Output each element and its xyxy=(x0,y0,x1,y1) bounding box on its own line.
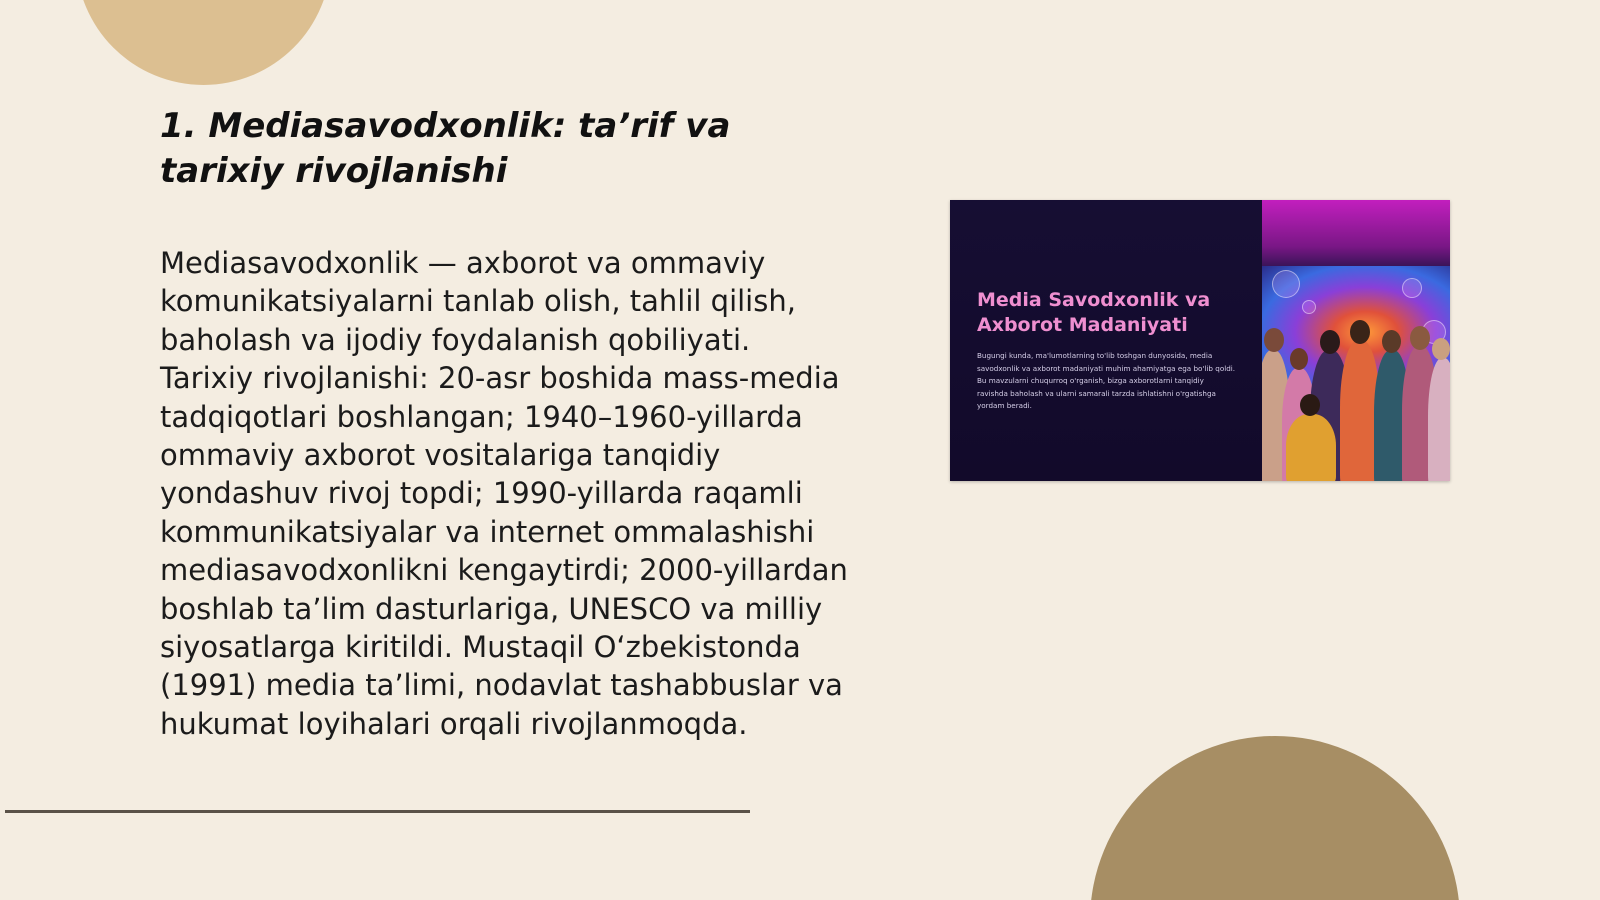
thumbnail-text-panel xyxy=(950,200,1262,481)
thumbnail-photo xyxy=(1262,200,1450,481)
photo-head xyxy=(1320,330,1340,354)
thumbnail-title: Media Savodxonlik va Axborot Madaniyati xyxy=(977,289,1211,336)
slide-body-text: Mediasavodxonlik — axborot va ommaviy komunikatsiyalarni tanlab olish, tahlil qilish, baholash va ijodiy foydalanish qobiliyati. Tarixiy rivojlanishi: 20-asr boshida mass-media tadqiqotlari boshlangan; 1940–1960-yillarda ommaviy axborot vositalariga tanqidiy yondashuv rivoj topdi; 1990-yillarda raqamli kommunikatsiyalar va internet ommalashishi mediasavodxonlikni kengaytirdi; 2000-yillardan boshlab ta’lim dasturlariga, UNESCO va milliy siyosatlarga kiritildi. Mustaqil O‘zbekistonda (1991) media ta’limi, nodavlat tashabbuslar va hukumat loyihalari orqali rivojlanmoqda. xyxy=(160,246,848,741)
photo-head xyxy=(1382,330,1401,353)
photo-person xyxy=(1428,358,1450,481)
photo-bubble xyxy=(1272,270,1300,298)
photo-bubble xyxy=(1302,300,1316,314)
divider-line xyxy=(5,810,750,813)
photo-bubble xyxy=(1402,278,1422,298)
photo-ceiling xyxy=(1262,200,1450,266)
photo-head xyxy=(1410,326,1430,350)
photo-person xyxy=(1286,414,1336,481)
photo-head xyxy=(1264,328,1284,352)
decorative-circle-top xyxy=(76,0,331,85)
photo-head xyxy=(1290,348,1308,370)
slide-thumbnail-image xyxy=(950,200,1450,481)
photo-head xyxy=(1300,394,1320,416)
thumbnail-description: Bugungi kunda, ma'lumotlarning to'lib toshgan dunyosida, media savodxonlik va axborot madaniyati muhim ahamiyatga ega bo'lib qoldi. Bu mavzularni chuqurroq o'rganish, bizga axborotlarni tanqidiy ravishda baholash va ularni samarali tarzda ishlatishni o'rgatishga yordam beradi. xyxy=(977,351,1236,410)
decorative-circle-bottom xyxy=(1090,736,1460,900)
photo-head xyxy=(1432,338,1450,360)
slide-title: 1. Mediasavodxonlik: ta’rif va tarixiy rivojlanishi xyxy=(160,106,731,191)
photo-head xyxy=(1350,320,1370,344)
